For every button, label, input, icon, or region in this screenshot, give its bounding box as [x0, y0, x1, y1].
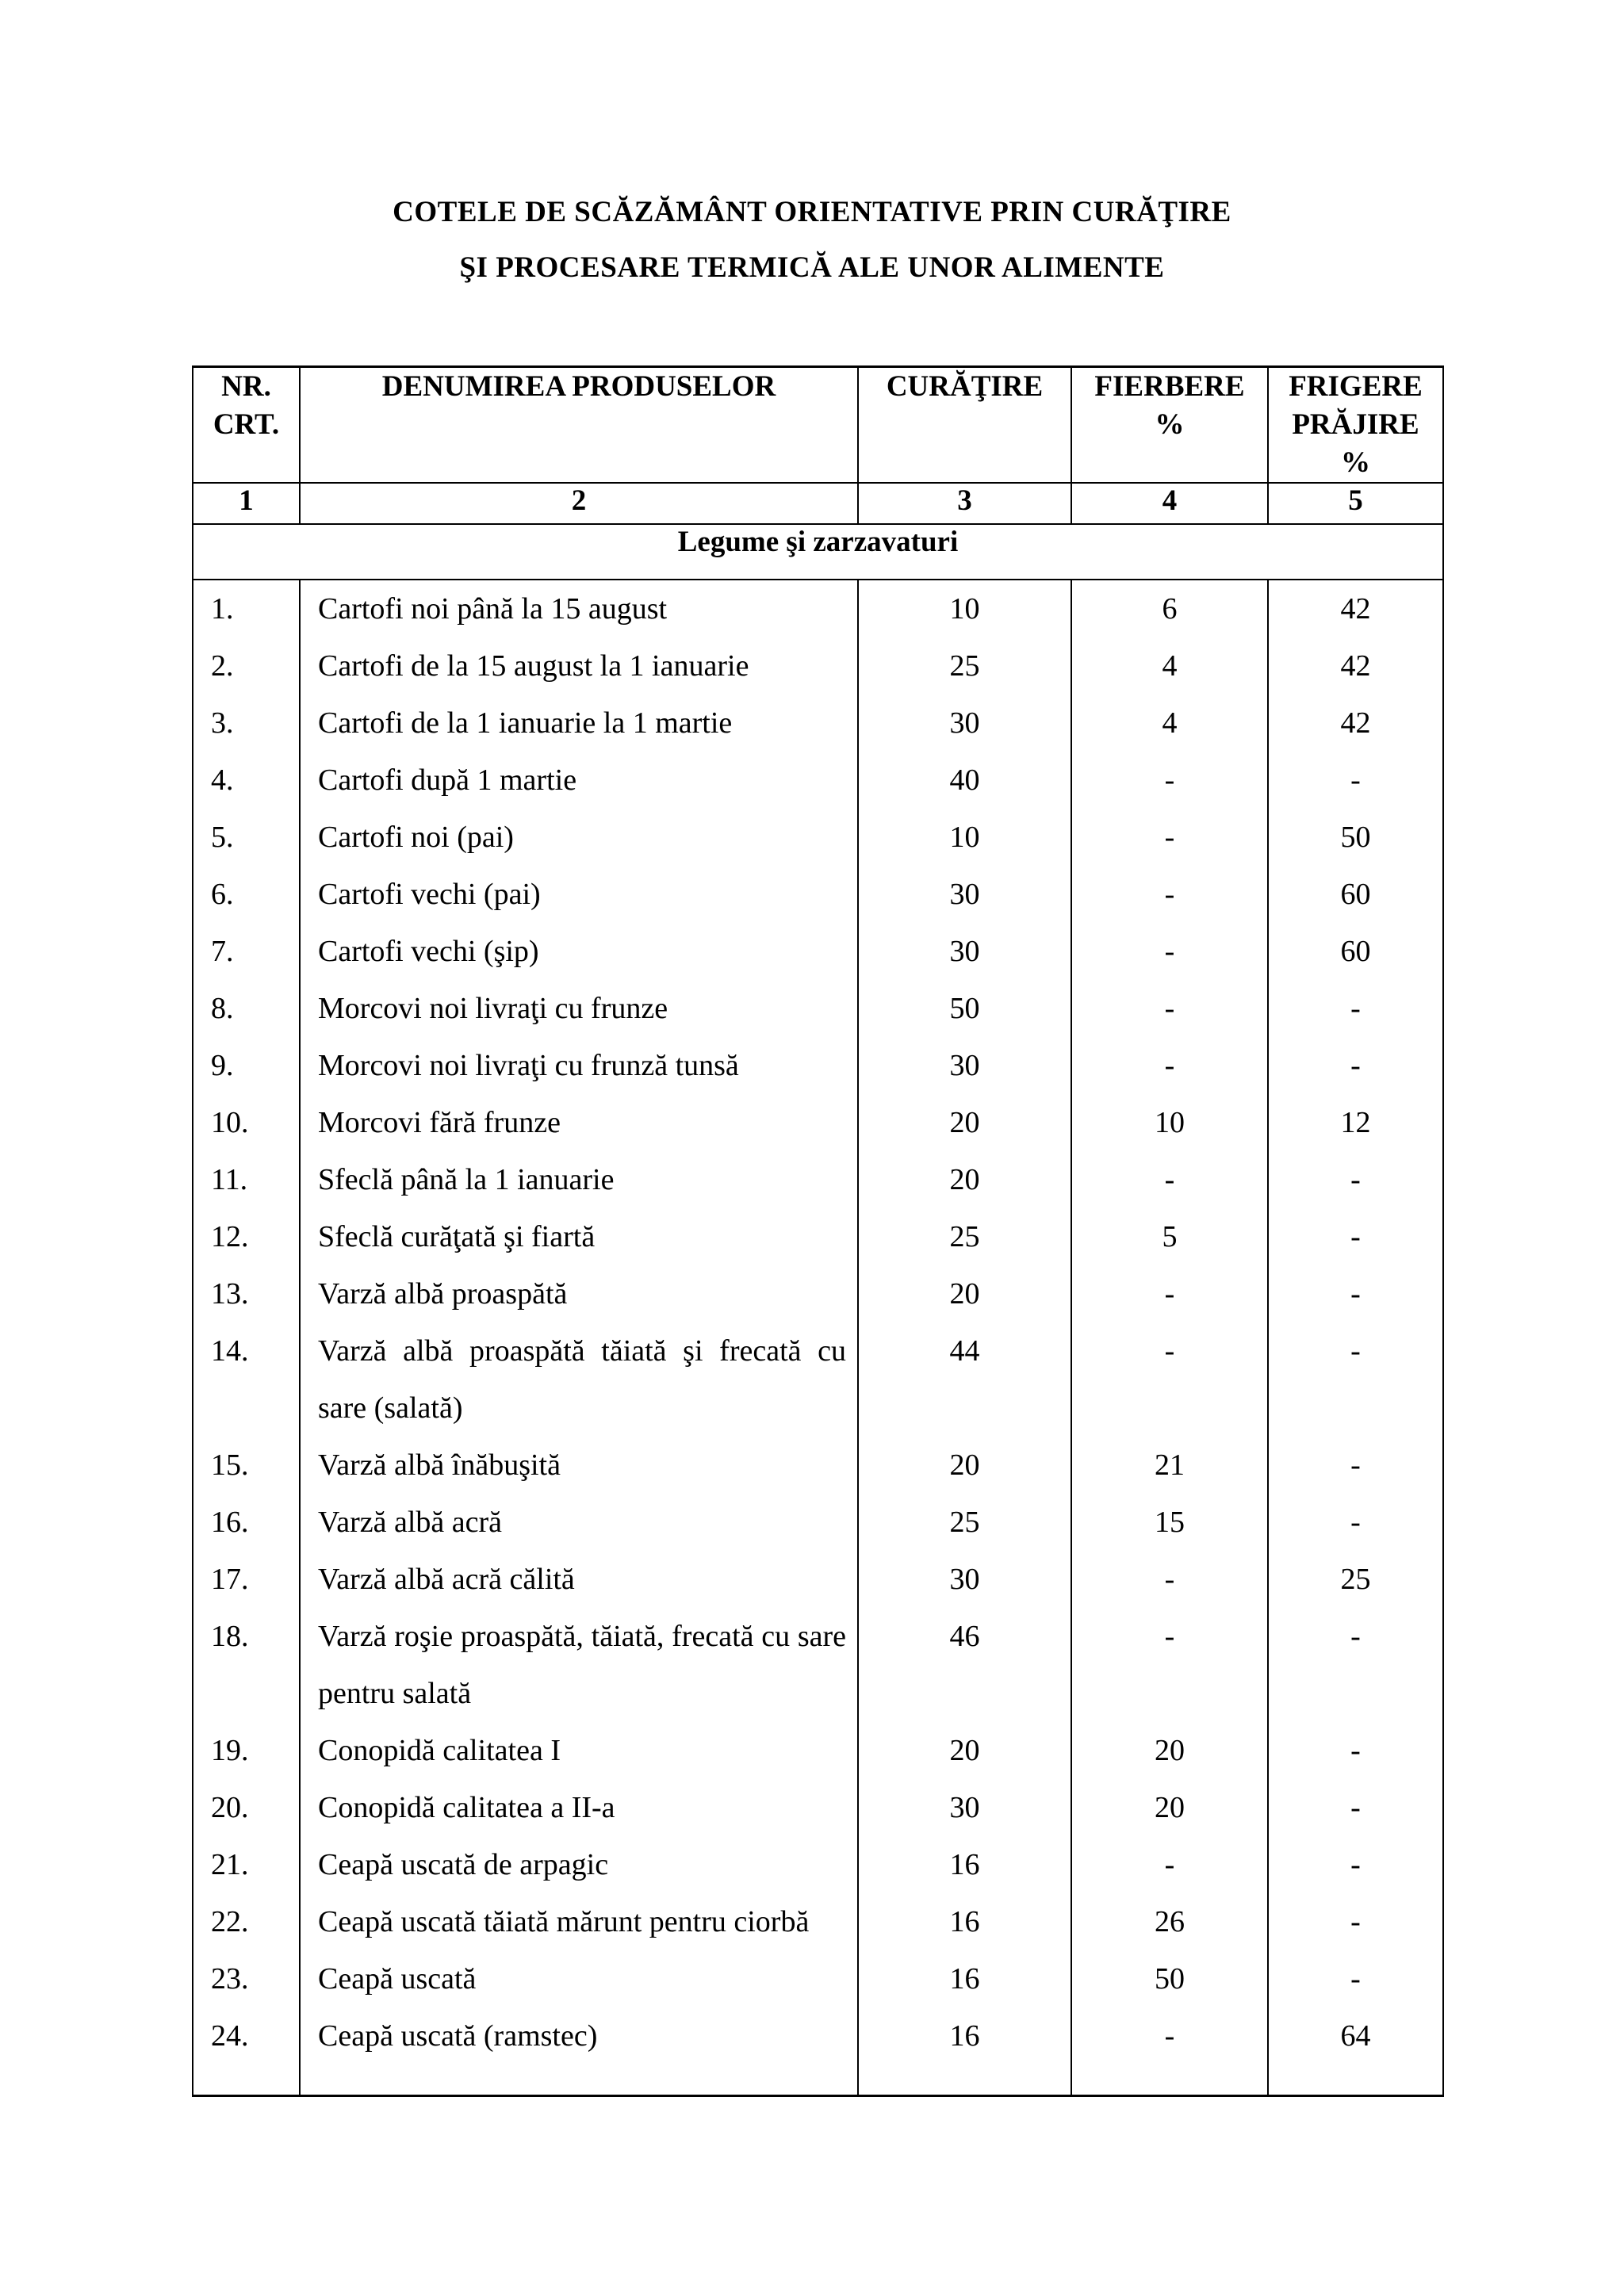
- row-number-cell: 16.: [193, 1494, 300, 1551]
- table-row: [193, 1208, 1443, 1265]
- curatire-cell: 50: [858, 980, 1071, 1037]
- header-nr: NR. CRT.: [193, 367, 300, 484]
- product-name-cell: Cartofi vechi (pai): [300, 866, 858, 923]
- table-row: [193, 695, 1443, 752]
- curatire-cell: 10: [858, 580, 1071, 637]
- document-title-line1: COTELE DE SCĂZĂMÂNT ORIENTATIVE PRIN CURĂŢIRE: [393, 196, 1231, 228]
- header-curatire: CURĂŢIRE: [858, 367, 1071, 484]
- fierbere-cell: -: [1071, 2007, 1268, 2096]
- product-name-cell: Cartofi de la 1 ianuarie la 1 martie: [300, 695, 858, 752]
- product-name-cell: Cartofi noi (pai): [300, 809, 858, 866]
- fierbere-cell: -: [1071, 752, 1268, 809]
- row-number-cell: 22.: [193, 1893, 300, 1950]
- table-row: [193, 637, 1443, 695]
- curatire-cell: 30: [858, 695, 1071, 752]
- row-number-cell: 10.: [193, 1094, 300, 1151]
- fierbere-cell: -: [1071, 1151, 1268, 1208]
- table-row: [193, 1779, 1443, 1836]
- frigere-cell: -: [1268, 980, 1443, 1037]
- row-number-cell: 13.: [193, 1265, 300, 1322]
- fierbere-cell: 10: [1071, 1094, 1268, 1151]
- fierbere-cell: -: [1071, 1551, 1268, 1608]
- frigere-cell: 42: [1268, 580, 1443, 637]
- table-row: [193, 809, 1443, 866]
- frigere-cell: -: [1268, 1893, 1443, 1950]
- row-number-cell: 6.: [193, 866, 300, 923]
- frigere-cell: -: [1268, 1322, 1443, 1437]
- section-row: [193, 524, 1443, 580]
- table-row: [193, 1094, 1443, 1151]
- fierbere-cell: 15: [1071, 1494, 1268, 1551]
- frigere-cell: -: [1268, 1437, 1443, 1494]
- curatire-cell: 20: [858, 1437, 1071, 1494]
- curatire-cell: 30: [858, 1037, 1071, 1094]
- product-name-cell: Conopidă calitatea a II-a: [300, 1779, 858, 1836]
- table-row: [193, 1151, 1443, 1208]
- row-number-cell: 17.: [193, 1551, 300, 1608]
- product-name-cell: Cartofi vechi (şip): [300, 923, 858, 980]
- fierbere-cell: -: [1071, 1836, 1268, 1893]
- frigere-cell: 50: [1268, 809, 1443, 866]
- table-row: [193, 980, 1443, 1037]
- product-name-cell: Varză albă acră călită: [300, 1551, 858, 1608]
- document-title-line2: ŞI PROCESARE TERMICĂ ALE UNOR ALIMENTE: [459, 251, 1165, 284]
- frigere-cell: 25: [1268, 1551, 1443, 1608]
- fierbere-cell: 50: [1071, 1950, 1268, 2007]
- row-number-cell: 23.: [193, 1950, 300, 2007]
- product-name-cell: Varză roşie proaspătă, tăiată, frecată cu sare pentru salată: [300, 1608, 858, 1722]
- product-name-cell: Morcovi noi livraţi cu frunze: [300, 980, 858, 1037]
- product-name-cell: Ceapă uscată tăiată mărunt pentru ciorbă: [300, 1893, 858, 1950]
- table-row: [193, 1037, 1443, 1094]
- table-row: [193, 752, 1443, 809]
- row-number-cell: 19.: [193, 1722, 300, 1779]
- frigere-cell: -: [1268, 1208, 1443, 1265]
- column-number-row: [193, 483, 1443, 524]
- product-name-cell: Cartofi după 1 martie: [300, 752, 858, 809]
- fierbere-cell: 20: [1071, 1722, 1268, 1779]
- curatire-cell: 16: [858, 1950, 1071, 2007]
- product-name-cell: Sfeclă până la 1 ianuarie: [300, 1151, 858, 1208]
- fierbere-cell: -: [1071, 980, 1268, 1037]
- fierbere-cell: 26: [1071, 1893, 1268, 1950]
- fierbere-cell: -: [1071, 1037, 1268, 1094]
- section-heading: Legume şi zarzavaturi: [193, 524, 1443, 580]
- frigere-cell: -: [1268, 1836, 1443, 1893]
- row-number-cell: 21.: [193, 1836, 300, 1893]
- table-row: [193, 1551, 1443, 1608]
- product-name-cell: Ceapă uscată (ramstec): [300, 2007, 858, 2096]
- frigere-cell: -: [1268, 1950, 1443, 2007]
- table-row: [193, 1494, 1443, 1551]
- row-number-cell: 4.: [193, 752, 300, 809]
- fierbere-cell: 5: [1071, 1208, 1268, 1265]
- frigere-cell: 12: [1268, 1094, 1443, 1151]
- curatire-cell: 25: [858, 637, 1071, 695]
- table-row: [193, 1836, 1443, 1893]
- fierbere-cell: -: [1071, 923, 1268, 980]
- fierbere-cell: 4: [1071, 637, 1268, 695]
- row-number-cell: 15.: [193, 1437, 300, 1494]
- fierbere-cell: -: [1071, 809, 1268, 866]
- product-name-cell: Morcovi fără frunze: [300, 1094, 858, 1151]
- table-row: [193, 2007, 1443, 2096]
- frigere-cell: -: [1268, 752, 1443, 809]
- product-name-cell: Varză albă proaspătă: [300, 1265, 858, 1322]
- row-number-cell: 3.: [193, 695, 300, 752]
- curatire-cell: 20: [858, 1722, 1071, 1779]
- product-name-cell: Conopidă calitatea I: [300, 1722, 858, 1779]
- product-name-cell: Sfeclă curăţată şi fiartă: [300, 1208, 858, 1265]
- frigere-cell: 60: [1268, 923, 1443, 980]
- frigere-cell: -: [1268, 1037, 1443, 1094]
- frigere-cell: -: [1268, 1151, 1443, 1208]
- frigere-cell: -: [1268, 1722, 1443, 1779]
- curatire-cell: 25: [858, 1494, 1071, 1551]
- table-row: [193, 1722, 1443, 1779]
- curatire-cell: 30: [858, 1551, 1071, 1608]
- curatire-cell: 20: [858, 1265, 1071, 1322]
- fierbere-cell: -: [1071, 1608, 1268, 1722]
- column-number: 1: [193, 483, 300, 524]
- curatire-cell: 20: [858, 1094, 1071, 1151]
- table-row: [193, 1893, 1443, 1950]
- frigere-cell: 42: [1268, 637, 1443, 695]
- table-row: [193, 1950, 1443, 2007]
- curatire-cell: 44: [858, 1322, 1071, 1437]
- table-row: [193, 866, 1443, 923]
- table-row: [193, 1608, 1443, 1722]
- fierbere-cell: 21: [1071, 1437, 1268, 1494]
- column-number: 4: [1071, 483, 1268, 524]
- fierbere-cell: -: [1071, 1265, 1268, 1322]
- fierbere-cell: 20: [1071, 1779, 1268, 1836]
- header-fierbere: FIERBERE %: [1071, 367, 1268, 484]
- frigere-cell: 42: [1268, 695, 1443, 752]
- row-number-cell: 20.: [193, 1779, 300, 1836]
- header-frigere: FRIGERE PRĂJIRE %: [1268, 367, 1443, 484]
- row-number-cell: 18.: [193, 1608, 300, 1722]
- quota-table: [192, 365, 1444, 2097]
- product-name-cell: Cartofi noi până la 15 august: [300, 580, 858, 637]
- row-number-cell: 9.: [193, 1037, 300, 1094]
- curatire-cell: 16: [858, 1836, 1071, 1893]
- product-name-cell: Ceapă uscată: [300, 1950, 858, 2007]
- frigere-cell: -: [1268, 1779, 1443, 1836]
- curatire-cell: 46: [858, 1608, 1071, 1722]
- fierbere-cell: -: [1071, 866, 1268, 923]
- curatire-cell: 16: [858, 2007, 1071, 2096]
- column-number: 2: [300, 483, 858, 524]
- row-number-cell: 1.: [193, 580, 300, 637]
- table-row: [193, 580, 1443, 637]
- row-number-cell: 8.: [193, 980, 300, 1037]
- table-row: [193, 1322, 1443, 1437]
- row-number-cell: 14.: [193, 1322, 300, 1437]
- curatire-cell: 40: [858, 752, 1071, 809]
- product-name-cell: Cartofi de la 15 august la 1 ianuarie: [300, 637, 858, 695]
- row-number-cell: 12.: [193, 1208, 300, 1265]
- frigere-cell: 64: [1268, 2007, 1443, 2096]
- curatire-cell: 30: [858, 866, 1071, 923]
- frigere-cell: -: [1268, 1608, 1443, 1722]
- curatire-cell: 16: [858, 1893, 1071, 1950]
- row-number-cell: 24.: [193, 2007, 300, 2096]
- product-name-cell: Morcovi noi livraţi cu frunză tunsă: [300, 1037, 858, 1094]
- header-row: [193, 367, 1443, 484]
- curatire-cell: 20: [858, 1151, 1071, 1208]
- product-name-cell: Varză albă înăbuşită: [300, 1437, 858, 1494]
- frigere-cell: 60: [1268, 866, 1443, 923]
- table-row: [193, 1265, 1443, 1322]
- fierbere-cell: 6: [1071, 580, 1268, 637]
- table-row: [193, 1437, 1443, 1494]
- column-number: 3: [858, 483, 1071, 524]
- row-number-cell: 5.: [193, 809, 300, 866]
- frigere-cell: -: [1268, 1265, 1443, 1322]
- fierbere-cell: -: [1071, 1322, 1268, 1437]
- table-row: [193, 923, 1443, 980]
- column-number: 5: [1268, 483, 1443, 524]
- curatire-cell: 25: [858, 1208, 1071, 1265]
- product-name-cell: Varză albă acră: [300, 1494, 858, 1551]
- product-name-cell: Varză albă proaspătă tăiată şi frecată cu sare (salată): [300, 1322, 858, 1437]
- curatire-cell: 10: [858, 809, 1071, 866]
- curatire-cell: 30: [858, 1779, 1071, 1836]
- row-number-cell: 2.: [193, 637, 300, 695]
- fierbere-cell: 4: [1071, 695, 1268, 752]
- row-number-cell: 7.: [193, 923, 300, 980]
- product-name-cell: Ceapă uscată de arpagic: [300, 1836, 858, 1893]
- frigere-cell: -: [1268, 1494, 1443, 1551]
- curatire-cell: 30: [858, 923, 1071, 980]
- row-number-cell: 11.: [193, 1151, 300, 1208]
- header-name: DENUMIREA PRODUSELOR: [300, 367, 858, 484]
